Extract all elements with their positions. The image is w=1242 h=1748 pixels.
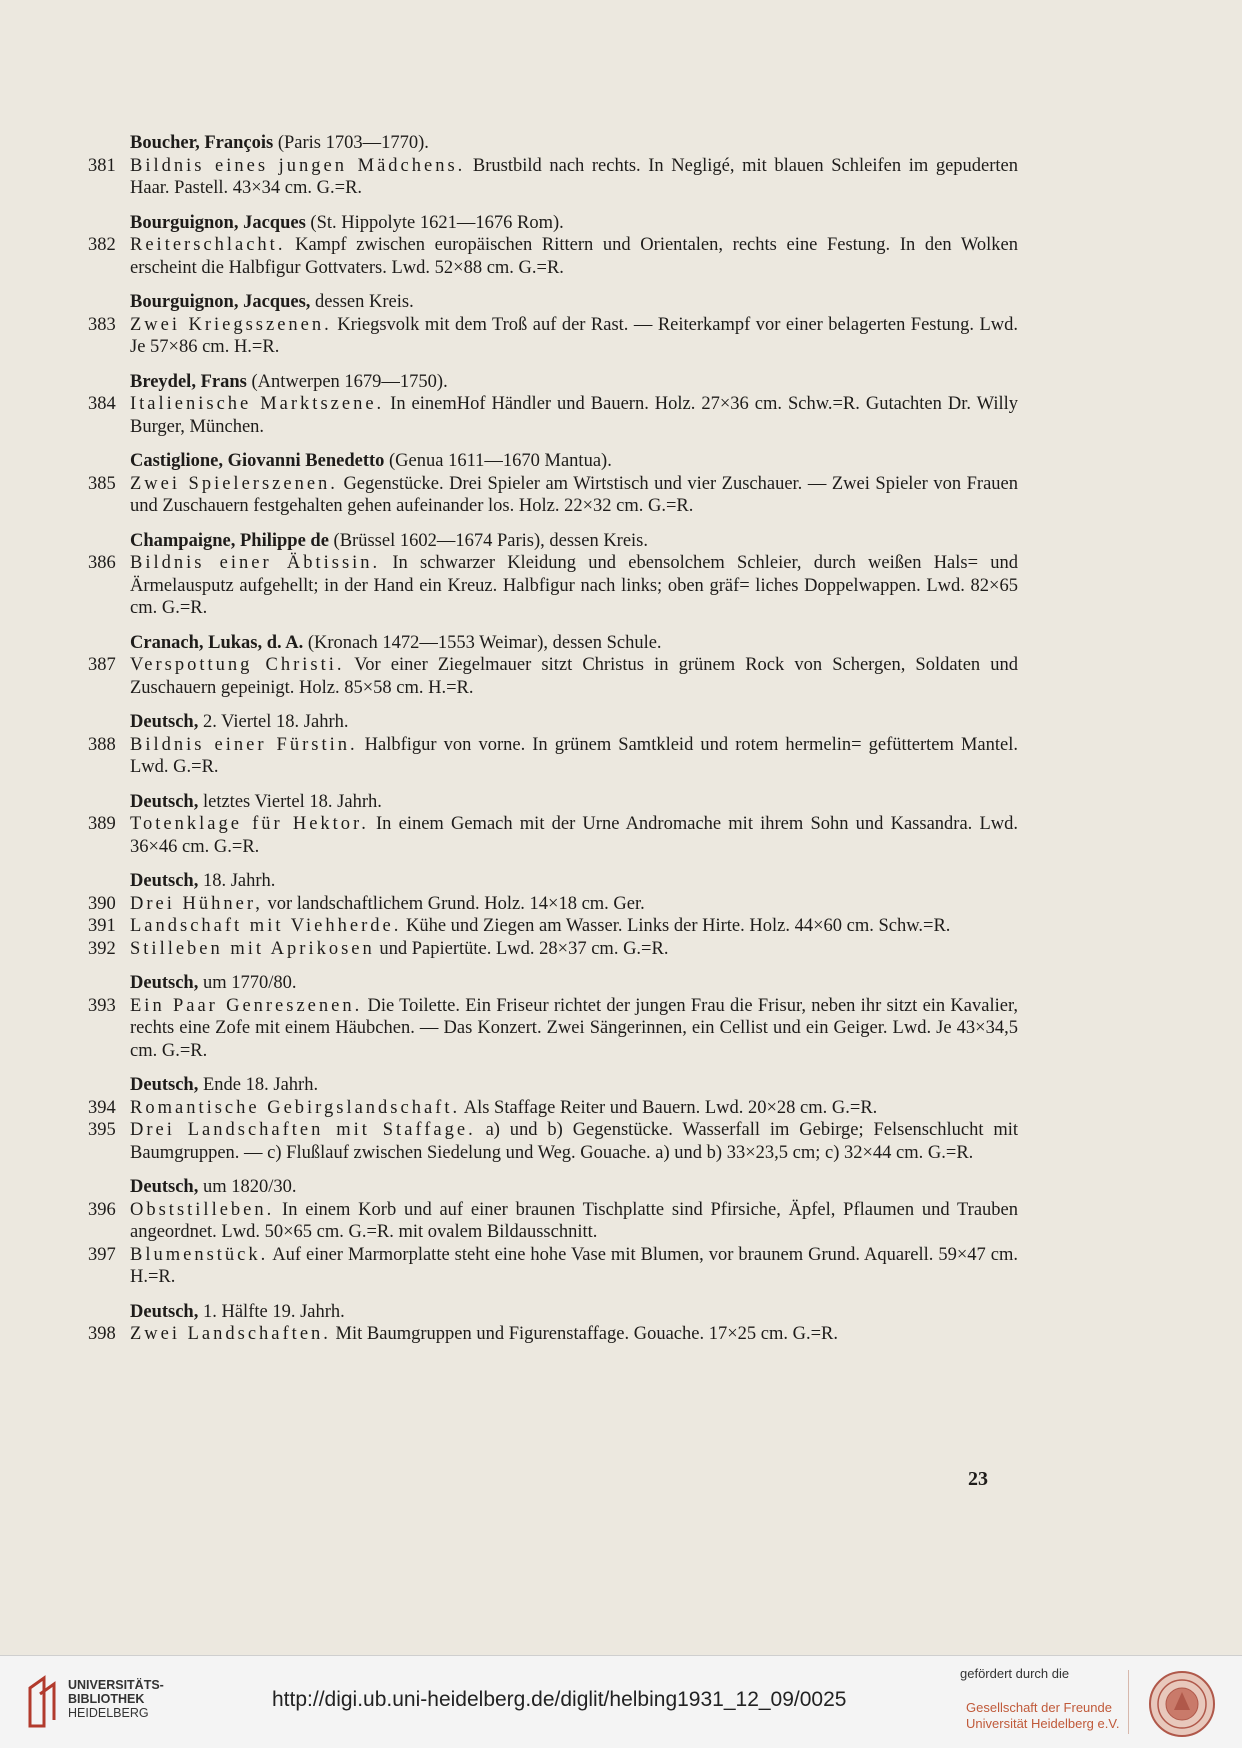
catalog-entry bbox=[88, 291, 1018, 359]
lot-description: In einemHof Händler und Bauern. Holz. 27×36 cm. Schw.=R. Gutachten Dr. Willy Burger, München. bbox=[130, 394, 1019, 437]
lot-item bbox=[88, 893, 1018, 916]
artist-name: Deutsch, bbox=[130, 871, 199, 891]
lot-item bbox=[88, 813, 1018, 858]
catalog-entry bbox=[88, 450, 1018, 518]
library-name-line1: UNIVERSITÄTS- bbox=[68, 1678, 164, 1692]
library-name-line3: HEIDELBERG bbox=[68, 1706, 149, 1720]
lot-description: Kampf zwischen europäischen Rittern und Orientalen, rechts eine Festung. In den Wolken erscheint die Halbfigur Gottvaters. Lwd. 52×88 cm. G.=R. bbox=[130, 235, 1018, 278]
artist-name: Deutsch, bbox=[130, 1075, 199, 1095]
lot-title: Bildnis einer Äbtissin. bbox=[130, 553, 381, 573]
lot-title: Verspottung Christi. bbox=[130, 655, 345, 675]
artist-heading bbox=[88, 371, 1018, 394]
lot-number: 397 bbox=[88, 1244, 116, 1265]
artist-heading bbox=[88, 870, 1018, 893]
lot-title: Ein Paar Genreszenen. bbox=[130, 995, 363, 1016]
lot-item bbox=[88, 393, 1018, 438]
university-seal-icon bbox=[1148, 1670, 1216, 1738]
lot-number: 395 bbox=[88, 1120, 116, 1140]
society-name-line2: Universität Heidelberg e.V. bbox=[966, 1716, 1120, 1731]
artist-heading bbox=[88, 1176, 1018, 1199]
lot-item bbox=[88, 1323, 1018, 1346]
artist-info: (St. Hippolyte 1621—1676 Rom). bbox=[310, 212, 564, 233]
lot-description: Mit Baumgruppen und Figurenstaffage. Gouache. 17×25 cm. G.=R. bbox=[335, 1324, 839, 1344]
lot-item bbox=[88, 654, 1018, 699]
lot-description: Brustbild nach rechts. In Negligé, mit blauen Schleifen im gepuderten Haar. Pastell. 43×34 cm. G.=R. bbox=[130, 155, 1019, 198]
artist-info: (Paris 1703—1770). bbox=[277, 133, 429, 153]
catalog-entry bbox=[88, 371, 1018, 439]
artist-heading bbox=[88, 1301, 1018, 1324]
artist-info: (Kronach 1472—1553 Weimar), dessen Schule. bbox=[307, 632, 662, 653]
lot-number: 391 bbox=[88, 916, 116, 936]
lot-description: In einem Korb und auf einer braunen Tischplatte sind Pfirsiche, Äpfel, Pflaumen und Trauben angeordnet. Lwd. 50×65 cm. G.=R. mit ovalem Bildausschnitt. bbox=[130, 1199, 1018, 1242]
lot-item bbox=[88, 1097, 1018, 1120]
society-name-line1: Gesellschaft der Freunde bbox=[966, 1700, 1112, 1715]
catalog-entry bbox=[88, 711, 1018, 779]
catalog-entry bbox=[88, 1176, 1018, 1289]
lot-item bbox=[88, 734, 1018, 779]
lot-item bbox=[88, 915, 1018, 938]
artist-info: Ende 18. Jahrh. bbox=[202, 1075, 319, 1095]
artist-name: Breydel, Frans bbox=[130, 371, 247, 392]
artist-heading bbox=[88, 530, 1018, 553]
lot-description: In schwarzer Kleidung und ebensolchem Schleier, durch weißen Hals= und Ärmelausputz aufgehellt; in der Hand ein Kreuz. Halbfigur nach links; oben gräf= liches Doppelwappen. Lwd. 82×65 cm. G.=R. bbox=[130, 553, 1018, 618]
lot-title: Drei Landschaften mit Staffage. bbox=[130, 1120, 476, 1140]
lot-number: 388 bbox=[88, 734, 116, 755]
artist-name: Boucher, François bbox=[130, 133, 274, 153]
artist-info: 18. Jahrh. bbox=[202, 871, 276, 891]
lot-title: Blumenstück. bbox=[130, 1244, 269, 1265]
lot-title: Zwei Landschaften. bbox=[130, 1324, 331, 1344]
artist-info: 1. Hälfte 19. Jahrh. bbox=[202, 1301, 345, 1322]
lot-title: Zwei Spielerszenen. bbox=[130, 473, 338, 494]
lot-number: 393 bbox=[88, 995, 116, 1016]
catalog-entry bbox=[88, 791, 1018, 859]
lot-number: 387 bbox=[88, 655, 116, 675]
lot-number: 398 bbox=[88, 1324, 116, 1344]
lot-title: Bildnis eines jungen Mädchens. bbox=[130, 155, 466, 176]
artist-name: Deutsch, bbox=[130, 791, 199, 812]
lot-description: Als Staffage Reiter und Bauern. Lwd. 20×28 cm. G.=R. bbox=[463, 1097, 878, 1118]
artist-info: letztes Viertel 18. Jahrh. bbox=[202, 791, 382, 812]
artist-heading bbox=[88, 450, 1018, 473]
lot-description: Auf einer Marmorplatte steht eine hohe Vase mit Blumen, vor braunem Grund. Aquarell. 59×47 cm. H.=R. bbox=[130, 1244, 1018, 1287]
artist-name: Castiglione, Giovanni Benedetto bbox=[130, 451, 385, 471]
catalog-entry bbox=[88, 972, 1018, 1062]
society-name[interactable] bbox=[966, 1700, 1119, 1732]
artist-info: (Antwerpen 1679—1750). bbox=[251, 371, 448, 392]
lot-item bbox=[88, 1199, 1018, 1244]
catalog-entry bbox=[88, 212, 1018, 280]
catalog-entries bbox=[88, 132, 1018, 1358]
sponsor-label: gefördert durch die bbox=[960, 1666, 1070, 1681]
artist-name: Champaigne, Philippe de bbox=[130, 530, 329, 551]
catalog-entry bbox=[88, 530, 1018, 620]
lot-title: Drei Hühner, bbox=[130, 893, 263, 914]
catalog-entry bbox=[88, 1301, 1018, 1346]
lot-description: vor landschaftlichem Grund. Holz. 14×18 cm. Ger. bbox=[267, 893, 645, 914]
lot-item bbox=[88, 552, 1018, 620]
lot-number: 384 bbox=[88, 394, 116, 414]
lot-item bbox=[88, 938, 1018, 961]
artist-info: um 1820/30. bbox=[202, 1177, 297, 1197]
lot-description: In einem Gemach mit der Urne Andromache mit ihrem Sohn und Kassandra. Lwd. 36×46 cm. G.=R. bbox=[130, 814, 1018, 857]
lot-title: Landschaft mit Viehherde. bbox=[130, 916, 402, 936]
lot-number: 385 bbox=[88, 473, 116, 494]
artist-heading bbox=[88, 291, 1018, 314]
lot-item bbox=[88, 1244, 1018, 1289]
lot-title: Stilleben mit Aprikosen bbox=[130, 938, 375, 959]
artist-heading bbox=[88, 632, 1018, 655]
lot-number: 383 bbox=[88, 314, 116, 335]
artist-heading bbox=[88, 972, 1018, 995]
lot-number: 394 bbox=[88, 1097, 116, 1118]
lot-description: Gegenstücke. Drei Spieler am Wirtstisch und vier Zuschauer. — Zwei Spieler von Frauen und Zuschauern festgehalten gehen aufeinander los. Holz. 22×32 cm. G.=R. bbox=[130, 473, 1018, 516]
lot-title: Bildnis einer Fürstin. bbox=[130, 734, 358, 755]
lot-number: 390 bbox=[88, 893, 116, 914]
artist-info: dessen Kreis. bbox=[315, 292, 414, 312]
lot-description: Kriegsvolk mit dem Troß auf der Rast. — Reiterkampf vor einer belagerten Festung. Lwd. Je 57×86 cm. H.=R. bbox=[130, 314, 1018, 357]
artist-name: Deutsch, bbox=[130, 1301, 199, 1322]
artist-heading bbox=[88, 791, 1018, 814]
lot-item bbox=[88, 155, 1018, 200]
artist-heading bbox=[88, 1074, 1018, 1097]
lot-number: 389 bbox=[88, 814, 116, 834]
library-name-line2: BIBLIOTHEK bbox=[68, 1692, 145, 1706]
artist-name: Deutsch, bbox=[130, 973, 199, 993]
artist-heading bbox=[88, 212, 1018, 235]
permalink-url[interactable]: http://digi.ub.uni-heidelberg.de/diglit/helbing1931_12_09/0025 bbox=[272, 1688, 847, 1711]
artist-name: Bourguignon, Jacques, bbox=[130, 292, 311, 312]
lot-description: Die Toilette. Ein Friseur richtet der jungen Frau die Frisur, neben ihr sitzt ein Kavalier, rechts eine Zofe mit einem Häubchen. — Das Konzert. Zwei Sängerinnen, ein Cellist und ein Geiger. Lwd. Je 43×34,5 cm. G.=R. bbox=[130, 995, 1019, 1061]
lot-item bbox=[88, 234, 1018, 279]
footer-divider bbox=[1128, 1670, 1129, 1734]
lot-title: Romantische Gebirgslandschaft. bbox=[130, 1097, 461, 1118]
lot-item bbox=[88, 473, 1018, 518]
lot-title: Italienische Marktszene. bbox=[130, 394, 385, 414]
lot-title: Reiterschlacht. bbox=[130, 235, 286, 255]
artist-name: Cranach, Lukas, d. A. bbox=[130, 632, 304, 653]
lot-title: Totenklage für Hektor. bbox=[130, 814, 369, 834]
lot-item bbox=[88, 314, 1018, 359]
artist-info: (Brüssel 1602—1674 Paris), dessen Kreis. bbox=[333, 530, 649, 551]
library-name[interactable] bbox=[68, 1678, 164, 1720]
artist-name: Deutsch, bbox=[130, 1177, 199, 1197]
artist-info: (Genua 1611—1670 Mantua). bbox=[389, 451, 612, 471]
lot-description: a) und b) Gegenstücke. Wasserfall im Gebirge; Felsenschlucht mit Baumgruppen. — c) Flußlauf zwischen Siedelung und Weg. Gouache. a) und b) 33×23,5 cm; c) 32×44 cm. G.=R. bbox=[130, 1120, 1018, 1163]
lot-number: 381 bbox=[88, 155, 116, 176]
catalog-entry bbox=[88, 1074, 1018, 1164]
lot-number: 396 bbox=[88, 1199, 116, 1220]
catalog-entry bbox=[88, 632, 1018, 700]
footer-bar bbox=[0, 1655, 1242, 1748]
lot-description: Kühe und Ziegen am Wasser. Links der Hirte. Holz. 44×60 cm. Schw.=R. bbox=[405, 916, 951, 936]
lot-title: Zwei Kriegsszenen. bbox=[130, 314, 332, 335]
lot-number: 382 bbox=[88, 235, 116, 255]
library-logo-icon[interactable] bbox=[26, 1674, 62, 1730]
artist-info: um 1770/80. bbox=[202, 973, 297, 993]
lot-number: 392 bbox=[88, 938, 116, 959]
lot-description: Halbfigur von vorne. In grünem Samtkleid und rotem hermelin= gefüttertem Mantel. Lwd. G.=R. bbox=[130, 734, 1018, 777]
lot-description: und Papiertüte. Lwd. 28×37 cm. G.=R. bbox=[379, 938, 669, 959]
artist-heading bbox=[88, 711, 1018, 734]
catalog-entry bbox=[88, 870, 1018, 960]
artist-name: Deutsch, bbox=[130, 712, 199, 732]
lot-item bbox=[88, 995, 1018, 1063]
lot-description: Vor einer Ziegelmauer sitzt Christus in grünem Rock von Schergen, Soldaten und Zuschauern gepeinigt. Holz. 85×58 cm. H.=R. bbox=[130, 655, 1018, 698]
lot-item bbox=[88, 1119, 1018, 1164]
catalog-entry bbox=[88, 132, 1018, 200]
artist-name: Bourguignon, Jacques bbox=[130, 212, 306, 233]
artist-heading bbox=[88, 132, 1018, 155]
page-number: 23 bbox=[968, 1468, 988, 1490]
lot-title: Obststilleben. bbox=[130, 1199, 275, 1220]
lot-number: 386 bbox=[88, 553, 116, 573]
artist-info: 2. Viertel 18. Jahrh. bbox=[202, 712, 349, 732]
